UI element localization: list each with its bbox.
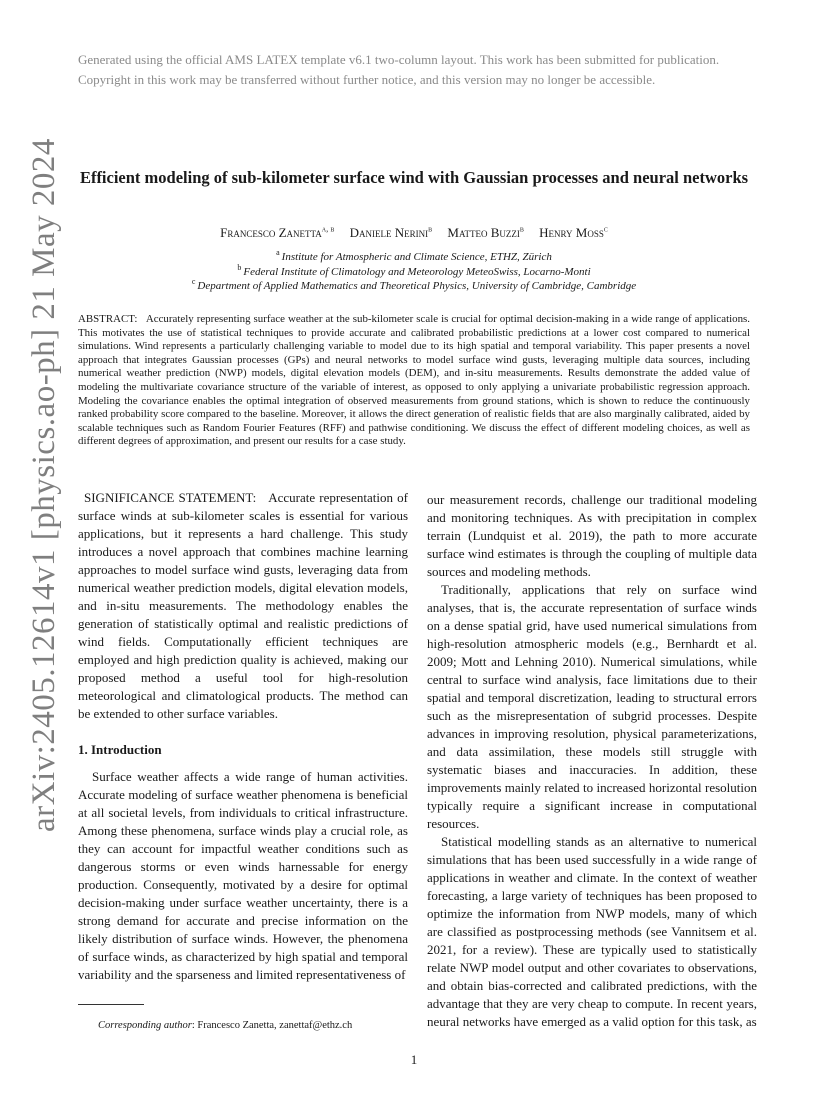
- footnote-label: Corresponding author: [98, 1020, 192, 1031]
- intro-paragraph: Traditionally, applications that rely on surface wind analyses, that is, the accurate representation of surface winds on a dense spatial grid, have used numerical simulations from high-resolution atmospheric models (e.g., Bernhardt et al. 2009; Mott and Lehning 2010). Numerical simulations, while central to surface wind analysis, face limitations due to their spatial and temporal discretization, leading to structural errors such as the misrepresentation of subgrid processes. Despite advances in improving resolution, physical parameterizations, and data assimilation, these models still struggle with systematic biases and inaccuracies. In addition, these improvements mainly related to increased horizontal resolution typically require a significant increase in computational resources.: [427, 582, 757, 831]
- author: Henry Moss$^c$: [539, 223, 608, 240]
- significance-text: Accurate representation of surface winds at sub-kilometer scales is essential for various applications, but it represents a hard challenge. This study introduces a novel approach that combines machine learning approaches to model surface wind gusts, leveraging data from numerical weather prediction models, digital elevation models, and in-situ measurements. The methodology enables the generation of statistically optimal and realistic predictions of wind fields. Computationally efficient techniques are employed and high prediction quality is achieved, making our proposed method a useful tool for high-resolution meteorological and climatological products. The method can be extended to other surface variables.: [78, 490, 408, 721]
- author: Matteo Buzzi$^b$: [447, 223, 524, 240]
- abstract-label: ABSTRACT:: [78, 313, 138, 325]
- intro-paragraph: Surface weather affects a wide range of human activities. Accurate modeling of surface weather phenomena is beneficial at all societal levels, from individuals to critical infrastructure. Among these phenomena, surface winds play a crucial role, as they can account for impactful weather conditions such as dangerous storms or even winds harnessable for energy production. Consequently, motivated by a desire for optimal decision-making under surface weather uncertainty, there is a strong demand for accurate and precise information on the likely distribution of surface winds. However, the phenomena of surface winds, as characterized by high spatial and temporal variability and the sparseness and limited representativeness of: [78, 769, 408, 982]
- footnote-divider: [78, 1004, 144, 1005]
- intro-paragraph: Statistical modelling stands as an alternative to numerical simulations that has been used successfully in a wide range of applications in weather and climate. In the context of weather forecasting, a large variety of techniques has been proposed to optimize the information from NWP models, many of which are classified as postprocessing methods (see Vannitsem et al. 2021, for a review). These are typically used to statistically relate NWP model output and other covariates to observations, and obtain bias-corrected and calibrated predictions, with the advantage that they are very cheap to compute. In recent years, neural networks have emerged as a valid option for this task, as: [427, 834, 757, 1029]
- corresponding-author-footnote: [98, 1020, 352, 1031]
- page-number: 1: [410, 1052, 418, 1067]
- footnote-text: : Francesco Zanetta, zanettaf@ethz.ch: [191, 1020, 353, 1031]
- affiliation: $^a$ Institute for Atmospheric and Climate Science, ETHZ, Zürich: [276, 248, 552, 263]
- paper-title: Efficient modeling of sub-kilometer surface wind with Gaussian processes and neural networks: [79, 168, 749, 187]
- section-heading: 1. Introduction: [78, 742, 162, 757]
- author: Francesco Zanetta$^{a, b}$: [220, 223, 335, 240]
- significance-label: SIGNIFICANCE STATEMENT:: [84, 490, 257, 505]
- template-notice: Generated using the official AMS LATEX template v6.1 two-column layout. This work has been submitted for publication. Copyright in this work may be transferred without further notice, and this version may no longer be accessible.: [78, 52, 720, 87]
- affiliation: $^b$ Federal Institute of Climatology and Meteorology MeteoSwiss, Locarno-Monti: [237, 262, 591, 278]
- significance-statement: [78, 489, 408, 723]
- right-column: [427, 491, 757, 1031]
- left-column: [78, 489, 408, 984]
- affiliation-list: [78, 250, 750, 294]
- arxiv-identifier: arXiv:2405.12614v1 [physics.ao-ph] 21 May 2024: [26, 138, 62, 832]
- affiliation: $^c$ Department of Applied Mathematics and Theoretical Physics, University of Cambridge, Cambridge: [191, 277, 637, 292]
- intro-paragraph-continued: our measurement records, challenge our traditional modeling and monitoring techniques. As with precipitation in complex terrain (Lundquist et al. 2019), the path to more accurate surface wind estimates is through the coupling of multiple data sources and modeling methods.: [427, 492, 757, 579]
- abstract-text: Accurately representing surface weather at the sub-kilometer scale is crucial for optimal decision-making in a wide range of applications. This motivates the use of statistical techniques to provide accurate and calibrated probabilistic predictions at a lower cost compared to numerical simulations. Wind represents a particularly challenging variable to model due to its high spatial and temporal variability. This paper presents a novel approach that integrates Gaussian processes (GPs) and neural networks to model surface wind gusts, leveraging multiple data sources, including numerical weather prediction (NWP) models, digital elevation models (DEM), and in-situ measurements. Results demonstrate the added value of modeling the multivariate covariance structure of the variable of interest, as opposed to only applying a univariate probabilistic regression approach. Modeling the covariance enables the optimal integration of observed measurements from ground stations, which is shown to reduce the continuously ranked probability score compared to the baseline. Moreover, it allows the direct generation of realistic fields that are also marginally calibrated, aided by scalable techniques such as Random Fourier Features (RFF) and pathwise conditioning. We discuss the effect of different modeling choices, as well as different degrees of approximation, and present our results for a case study.: [78, 313, 750, 448]
- abstract: [78, 313, 750, 449]
- author: Daniele Nerini$^b$: [349, 223, 433, 240]
- author-list: [78, 224, 750, 242]
